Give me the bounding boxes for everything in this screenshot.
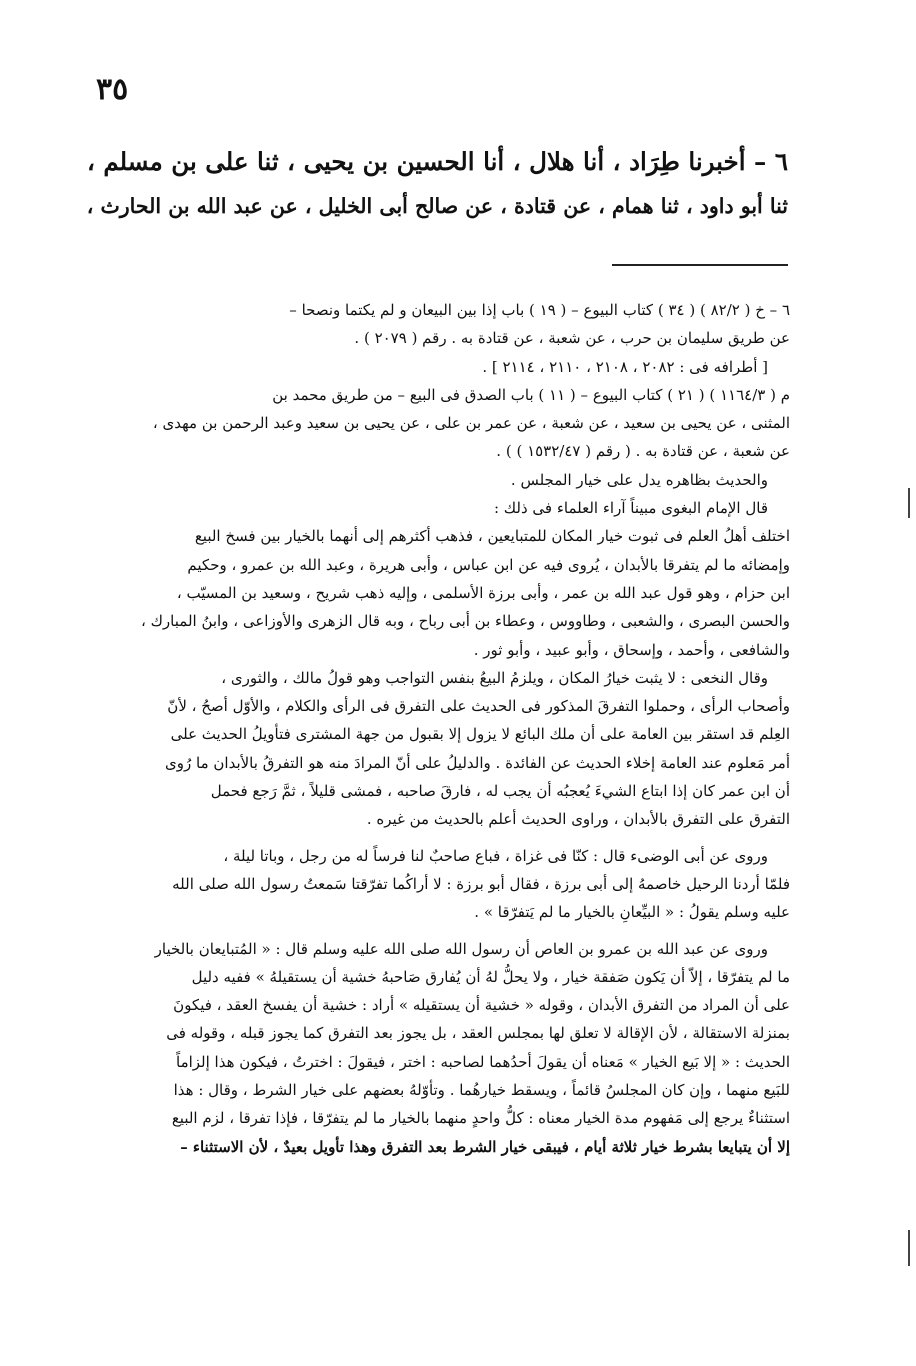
footnote-line: ٦ – خ ( ٨٢/٢ ) ( ٣٤ ) كتاب البيوع – ( ١٩ ) باب إذا بين البيعان و لم يكتما ونصحا –	[289, 301, 790, 319]
footnote-line: وإمضائه ما لم يتفرقا بالأبدان ، يُروى فيه عن ابن عباس ، وأبى هريرة ، وعبد الله بن عمرو ، وحكيم	[187, 555, 790, 574]
footnote-line: ما لم يتفرّقا ، إلاّ أن يَكون صَفقة خيار ، ولا يحلُّ لهُ أن يُفارق صَاحبهُ خشية أن يستقيلهُ » ففيه دليل	[191, 967, 790, 986]
footnote-line: إلا أن يتبايعا بشرط خيار ثلاثة أيام ، فيبقى خيار الشرط بعد التفرق وهذا تأويل بعيدٌ ، لأن الاستثناء –	[180, 1137, 790, 1156]
footnote-line: فلمّا أردنا الرحيل خاصمهُ إلى أبى برزة ، فقال أبو برزة : لا أراكُما تفرّقتا سَمعتُ رسول الله صلى الله	[172, 874, 790, 893]
footnote-line: وروى عن عبد الله بن عمرو بن العاص أن رسول الله صلى الله عليه وسلم قال : « المُتبايعان بالخيار	[154, 939, 768, 958]
footnote-line: م ( ١١٦٤/٣ ) ( ٢١ ) كتاب البيوع – ( ١١ ) باب الصدق فى البيع – من طريق محمد بن	[272, 385, 790, 404]
footnote-line: العِلم قد استقر بين العامة على أن ملك البائع لا يزول إلا بقبول من جهة المشترى فتأويلُ الحديث على	[170, 725, 790, 744]
footnote-line: [ أطرافه فى : ٢٠٨٢ ، ٢١٠٨ ، ٢١١٠ ، ٢١١٤ ] .	[482, 357, 768, 376]
footnote-line: عن شعبة ، عن قتادة به . ( رقم ( ١٥٣٢/٤٧ ) ) .	[496, 442, 790, 461]
footnote-line: والحديث بظاهره يدل على خيار المجلس .	[510, 470, 768, 489]
footnote-line: بمنزلة الاستقالة ، لأن الإقالة لا تعلق لها بمجلس العقد ، بل يجوز بعد التفرق كما يجوز قبله ، وقوله فى	[166, 1024, 790, 1043]
footnote-line: والحسن البصرى ، والشعبى ، وطاووس ، وعطاء بن أبى رباح ، وبه قال الزهرى والأوزاعى ، وابنُ المبارك ،	[140, 612, 790, 631]
footnotes	[78, 296, 790, 1161]
footnote-line: وروى عن أبى الوضىء قال : كنّا فى غزاة ، فباع صاحبٌ لنا فرساً له من رجل ، وباتا ليلة ،	[223, 846, 768, 865]
footnote-line: للبَيع منهما ، وإن كان المجلسُ قائماً ، ويسقط خيارهُما . وتأوّلهُ بعضهم على خيار الشرط ، وقال : هذا	[173, 1081, 790, 1100]
footnote-line: وقال النخعى : لا يثبت خيارُ المكان ، ويلزمُ البيعُ بنفس التواجب وهو قولُ مالك ، والثورى ،	[221, 668, 768, 687]
footnote-line: الحديث : « إلا بَيع الخيار » مَعناه أن يقولَ أحدُهما لصاحبه : اختر ، فيقولَ : اخترتُ ، فيكون هذا إلزاماً	[176, 1052, 790, 1071]
footnote-line: على أن المراد من التفرق الأبدان ، وقوله « خشية أن يستقيله » أراد : خشية أن يفسخ العقد ، فيكونَ	[173, 996, 790, 1015]
footnote-line: استثناءٌ يرجع إلى مَفهوم مدة الخيار معناه : كلُّ واحدٍ منهما بالخيار ما لم يتفرّقا ، فإذا تفرقا ، لزم البيع	[171, 1109, 790, 1128]
footnote-line: أمر مَعلوم عند العامة إخلاء الحديث عن الفائدة . والدليلُ على أنّ المرادَ منه هو التفرقُ بالأبدان ما رُوى	[165, 753, 790, 772]
footnote-line: قال الإمام البغوى مبيناً آراء العلماء فى ذلك :	[493, 499, 768, 518]
page-number: ٣٥	[96, 72, 129, 107]
footnote-line: أن ابن عمر كان إذا ابتاع الشيءَ يُعجبُه أن يجب له ، فارقَ صاحبه ، فمشى قليلاً ، ثمَّ رَجع فحمل	[210, 782, 790, 801]
hadith-line: ثنا أبو داود ، ثنا همام ، عن قتادة ، عن صالح أبى الخليل ، عن عبد الله بن الحارث ،	[86, 194, 788, 218]
footnote-line: اختلف أهلُ العلم فى ثبوت خيار المكان للمتبايعين ، فذهب أكثرهم إلى أنهما بالخيار بين فسخ البيع	[194, 527, 790, 546]
footnote-line: التفرق على التفرق بالأبدان ، وراوى الحديث أعلم بالحديث من غيره .	[366, 810, 790, 829]
footnote-line: والشافعى ، وأحمد ، وإسحاق ، وأبو عبيد ، وأبو ثور .	[473, 640, 790, 659]
scan-edge-mark	[908, 488, 910, 518]
footnote-line: المثنى ، عن يحيى بن سعيد ، عن شعبة ، عن عمر بن على ، عن يحيى بن سعيد وعبد الرحمن بن مهدى ،	[152, 414, 790, 433]
footnote-line: عن طريق سليمان بن حرب ، عن شعبة ، عن قتادة به . رقم ( ٢٠٧٩ ) .	[354, 329, 790, 348]
footnote-line: وأصحاب الرأى ، وحملوا التفرقَ المذكور فى الحديث على التفرق فى الرأى والكلام ، والأوّل أصحُ ، لأنّ	[167, 697, 790, 716]
scan-edge-mark	[908, 1230, 910, 1266]
hadith-text	[78, 140, 788, 228]
footnote-line: عليه وسلم يقولُ : « البيِّعانِ بالخيار ما لم يَتفرّقا » .	[474, 903, 790, 922]
hadith-line: ٦ – أخبرنا طِرَاد ، أنا هلال ، أنا الحسين بن يحيى ، ثنا على بن مسلم ،	[86, 147, 788, 176]
footnote-divider	[612, 264, 788, 266]
footnote-line: ابن حزام ، وهو قول عبد الله بن عمر ، وأبى برزة الأسلمى ، وإليه ذهب شريح ، وسعيد بن المسيّب ،	[176, 583, 790, 602]
